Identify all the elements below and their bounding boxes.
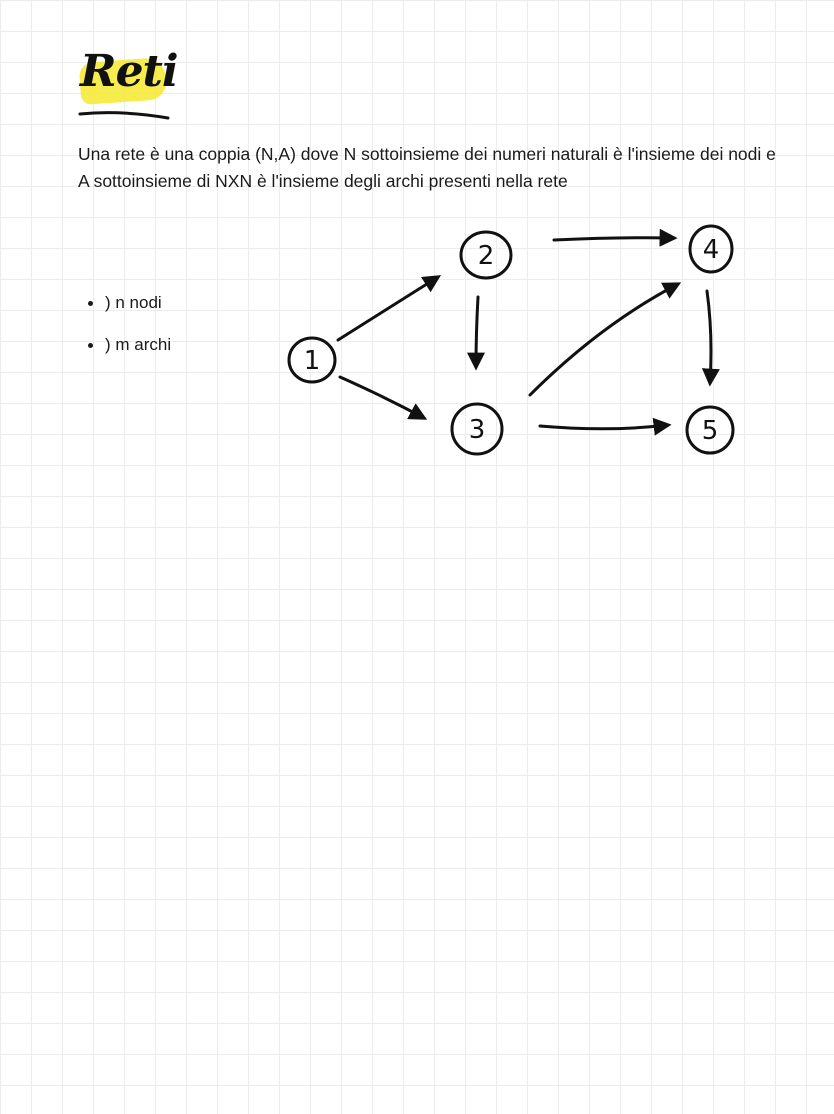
bullet-dot [88, 301, 93, 306]
node-label-5: 5 [701, 416, 719, 446]
node-label-2: 2 [477, 241, 495, 271]
edge-4-5 [707, 291, 711, 383]
node-label-1: 1 [303, 346, 321, 376]
node-label-3: 3 [468, 415, 486, 445]
bullet-text: ) m archi [105, 335, 172, 354]
title-block [74, 38, 184, 128]
edge-2-3 [476, 297, 478, 367]
bullet-list [88, 291, 171, 375]
definition-paragraph: Una rete è una coppia (N,A) dove N sottoinsieme dei numeri naturali è l'insieme dei nodi e A sottoinsieme di NXN è l'insieme degli archi presenti nella rete [78, 144, 776, 191]
edge-1-2 [338, 277, 438, 340]
edge-3-4 [530, 284, 678, 395]
node-label-4: 4 [702, 235, 720, 265]
title-underline [76, 108, 176, 122]
edge-2-4 [554, 238, 674, 240]
network-graph [270, 215, 770, 475]
edge-1-3 [340, 377, 424, 418]
bullet-item-nodes [88, 291, 171, 315]
page-title: Reti [80, 46, 178, 97]
bullet-dot [88, 343, 93, 348]
bullet-item-arcs [88, 333, 171, 357]
bullet-text: ) n nodi [105, 293, 162, 312]
edge-3-5 [540, 425, 668, 429]
